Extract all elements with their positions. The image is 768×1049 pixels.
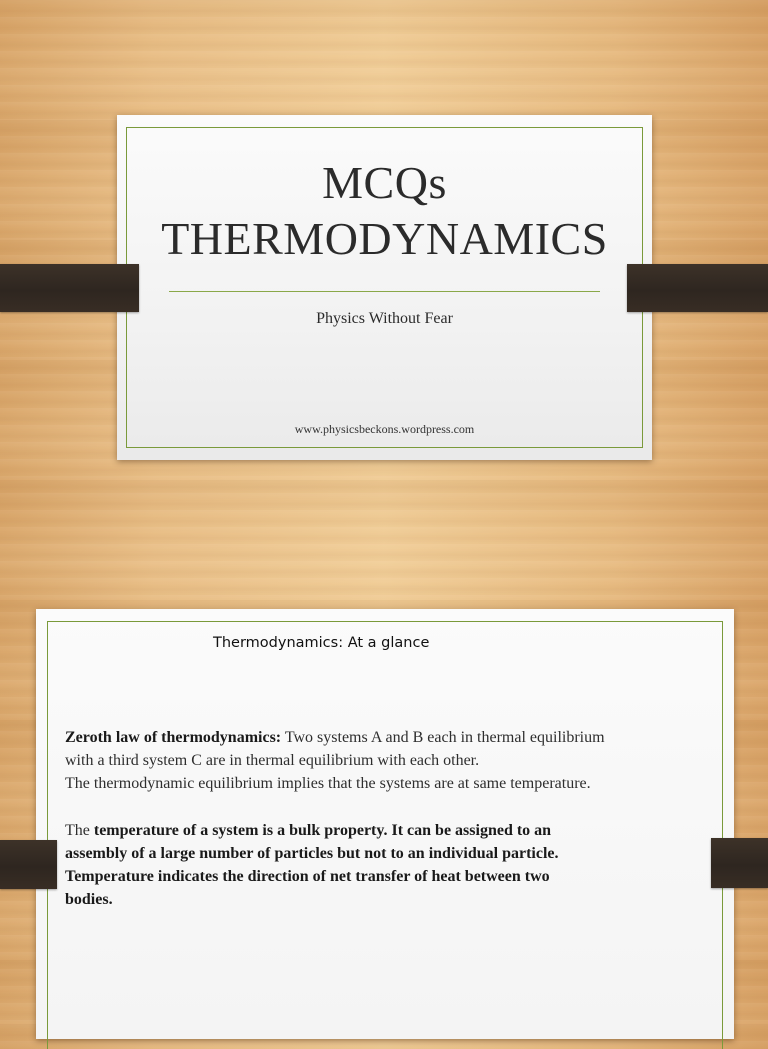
temperature-lead: The <box>65 822 94 839</box>
slide-subtitle: Physics Without Fear <box>316 310 453 327</box>
clip-left-top <box>0 264 139 312</box>
paragraph-line: bodies. <box>65 891 113 908</box>
slide-heading: Thermodynamics: At a glance <box>213 635 430 651</box>
title-line-mcqs: MCQs <box>322 157 447 208</box>
title-line-thermodynamics: THERMODYNAMICS <box>161 213 608 264</box>
title-slide <box>117 115 652 460</box>
website-url: www.physicsbeckons.wordpress.com <box>294 422 475 436</box>
clip-left-bottom <box>0 840 57 889</box>
paragraph-line: assembly of a large number of particles but not to an individual particle. <box>65 845 559 862</box>
temperature-paragraph <box>65 819 735 911</box>
slide-title <box>117 155 652 267</box>
paragraph-line <box>65 726 735 749</box>
title-divider <box>169 291 600 292</box>
paragraph-line: The thermodynamic equilibrium implies that the systems are at same temperature. <box>65 775 591 792</box>
zeroth-law-term: Zeroth law of thermodynamics: <box>65 729 282 746</box>
temperature-bold-text: temperature of a system is a bulk property. It can be assigned to an <box>93 822 552 839</box>
content-slide <box>36 609 734 1039</box>
zeroth-law-paragraph <box>65 726 735 795</box>
paragraph-line: with a third system C are in thermal equilibrium with each other. <box>65 752 480 769</box>
zeroth-law-text: Two systems A and B each in thermal equilibrium <box>281 729 605 746</box>
clip-right-top <box>627 264 768 312</box>
paragraph-line <box>65 819 735 842</box>
clip-right-bottom <box>711 838 768 888</box>
paragraph-line: Temperature indicates the direction of net transfer of heat between two <box>65 868 550 885</box>
